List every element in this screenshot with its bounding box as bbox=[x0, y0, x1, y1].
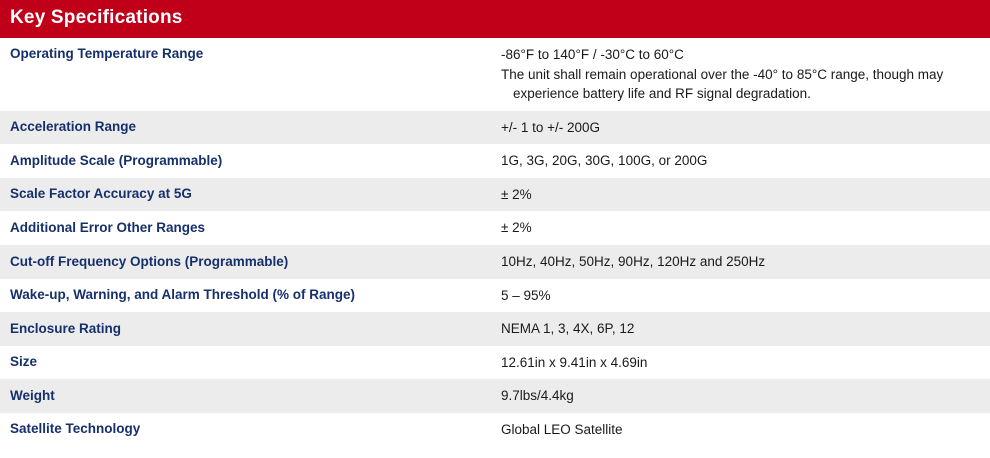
spec-value-line: 12.61in x 9.41in x 4.69in bbox=[501, 354, 648, 370]
table-row bbox=[0, 211, 990, 245]
spec-value bbox=[495, 178, 990, 212]
table-row bbox=[0, 144, 990, 178]
spec-label: Amplitude Scale (Programmable) bbox=[0, 144, 495, 178]
table-row bbox=[0, 178, 990, 212]
table-row bbox=[0, 245, 990, 279]
spec-label: Operating Temperature Range bbox=[0, 38, 495, 111]
spec-label: Additional Error Other Ranges bbox=[0, 211, 495, 245]
spec-value bbox=[495, 379, 990, 413]
spec-value-line: 10Hz, 40Hz, 50Hz, 90Hz, 120Hz and 250Hz bbox=[501, 253, 766, 269]
spec-value bbox=[495, 312, 990, 346]
spec-value-line: 5 – 95% bbox=[501, 287, 551, 303]
spec-label: Wake-up, Warning, and Alarm Threshold (% of Range) bbox=[0, 279, 495, 313]
table-row bbox=[0, 379, 990, 413]
table-header-row bbox=[0, 0, 990, 38]
spec-value-line: +/- 1 to +/- 200G bbox=[501, 119, 601, 135]
spec-value-line: 9.7lbs/4.4kg bbox=[501, 388, 574, 404]
spec-value bbox=[495, 346, 990, 380]
spec-value bbox=[495, 245, 990, 279]
table-body bbox=[0, 0, 990, 38]
spec-label: Scale Factor Accuracy at 5G bbox=[0, 178, 495, 212]
table-title: Key Specifications bbox=[0, 0, 990, 38]
spec-value-line: -86°F to 140°F / -30°C to 60°C bbox=[501, 47, 684, 62]
spec-label: Acceleration Range bbox=[0, 111, 495, 145]
spec-value-line: experience battery life and RF signal degradation. bbox=[513, 86, 811, 102]
spec-value-line: NEMA 1, 3, 4X, 6P, 12 bbox=[501, 321, 635, 337]
spec-value bbox=[495, 279, 990, 313]
spec-value-line: 1G, 3G, 20G, 30G, 100G, or 200G bbox=[501, 153, 708, 169]
spec-value bbox=[495, 144, 990, 178]
spec-value bbox=[495, 38, 990, 111]
spec-value-line: ± 2% bbox=[501, 220, 532, 236]
spec-rows bbox=[0, 38, 990, 446]
table-row bbox=[0, 111, 990, 145]
spec-value-line: The unit shall remain operational over the -40° to 85°C range, though may bbox=[501, 66, 944, 82]
spec-label: Weight bbox=[0, 379, 495, 413]
spec-value-line: Global LEO Satellite bbox=[501, 421, 623, 437]
spec-label: Satellite Technology bbox=[0, 413, 495, 447]
table-row bbox=[0, 413, 990, 447]
table-row bbox=[0, 279, 990, 313]
spec-value bbox=[495, 211, 990, 245]
spec-value-line: ± 2% bbox=[501, 186, 532, 202]
table-row bbox=[0, 346, 990, 380]
table-row bbox=[0, 312, 990, 346]
spec-value bbox=[495, 413, 990, 447]
spec-label: Cut-off Frequency Options (Programmable) bbox=[0, 245, 495, 279]
table-row bbox=[0, 38, 990, 111]
spec-label: Enclosure Rating bbox=[0, 312, 495, 346]
spec-label: Size bbox=[0, 346, 495, 380]
spec-value bbox=[495, 111, 990, 145]
